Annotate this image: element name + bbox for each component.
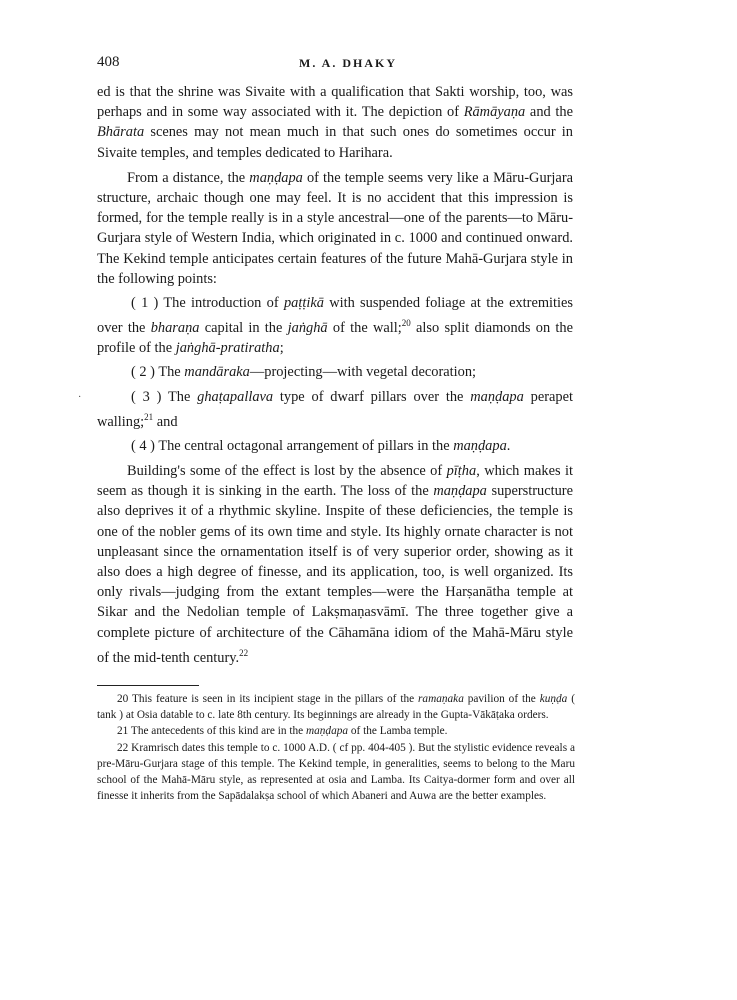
footnote-ref-20: 20 — [401, 318, 411, 329]
footnote-22: 22 Kramrisch dates this temple to c. 1000 A.D. ( cf pp. 404-405 ). But the stylistic evidence reveals a pre-Māru-Gurjara stage of this temple. The Kekind temple, in generalities, seems to belong to the Maru school of the Mahā-Māru style, as represented at osia and Lamba. Its Caitya-dormer form and over all finesse it inherits from the Sapādalakṣa school of which Abaneri and Auwa are the better examples. — [97, 741, 575, 803]
body-text — [97, 82, 573, 668]
page-number: 408 — [97, 54, 120, 70]
footnote-rule — [97, 685, 199, 686]
list-item-3: ( 3 ) The ghaṭapallava type of dwarf pillars over the maṇḍapa perapet walling;$^{21}$ and — [97, 388, 573, 430]
list-item-4: ( 4 ) The central octagonal arrangement of pillars in the maṇḍapa. — [131, 437, 511, 454]
paragraph-2: From a distance, the maṇḍapa of the temple seems very like a Māru-Gurjara structure, archaic though one may feel. It is no accident that this impression is formed, for the temple really is in a style ancestral—one of the parents—to Māru-Gurjara style of Western India, which originated in c. 1000 and continued onward. The Kekind temple anticipates certain features of the future Mahā-Gurjara style in the following points: — [97, 169, 573, 287]
paragraph-3: Building's some of the effect is lost by the absence of pīṭha, which makes it seem as though it is sinking in the earth. The loss of the maṇḍapa superstructure also deprives it of a rhythmic skyline. Inspite of these deficiencies, the temple is one of the nobler gems of its own time and style. Its highly ornate character is not unpleasant since the ornamentation itself is of very superior order, showing as it also does a high degree of finesse, and its application, too, is well organized. Its only rivals—judging from the extant temples—were the Harṣanātha temple at Sikar and the Nedolian temple of Lakṣmaṇasvāmī. The three together give a complete picture of architecture of the Cāhamāna idiom of the Mahā-Māru style of the mid-tenth century.$^{22}$ — [97, 463, 573, 666]
paragraph-1: ed is that the shrine was Sivaite with a qualification that Sakti worship, too, was perhaps and in some way associated with it. The depiction of Rāmāyaṇa and the Bhārata scenes may not mean much in that such ones do sometimes occur in Sivaite temples, and temples dedicated to Harihara. — [97, 84, 573, 161]
footnote-ref-22: 22 — [239, 647, 249, 658]
margin-mark: · — [78, 392, 82, 403]
list-item-2: ( 2 ) The mandāraka—projecting—with vegetal decoration; — [131, 364, 477, 381]
footnote-ref-21: 21 — [144, 411, 154, 422]
footnote-20: 20 This feature is seen in its incipient stage in the pillars of the ramaṇaka pavilion of the kuṇḍa ( tank ) at Osia datable to c. late 8th century. Its beginnings are already in the Gupta-Vākāṭaka orders. — [97, 693, 575, 722]
running-head: M. A. DHAKY — [299, 56, 397, 70]
list-item-1: ( 1 ) The introduction of paṭṭikā with suspended foliage at the extremities over the bharaṇa capital in the jaṅghā of the wall;$^{20}$ also split diamonds on the profile of the jaṅghā-pratiratha; — [97, 295, 574, 357]
footnote-21: 21 The antecedents of this kind are in the maṇḍapa of the Lamba temple. — [117, 725, 448, 738]
footnotes — [97, 685, 575, 804]
